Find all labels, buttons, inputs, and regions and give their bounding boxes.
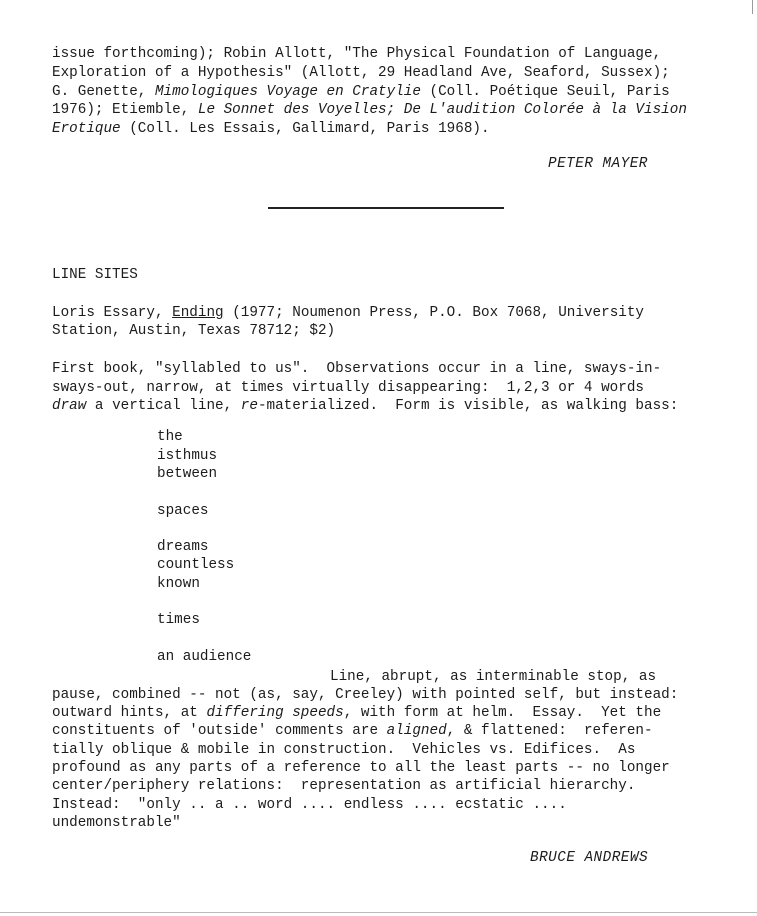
text-segment: , with form at helm. Essay. Yet the [343,705,662,721]
intro-line [52,379,644,397]
italic-text: re [240,398,258,414]
italic-text: draw [52,398,87,414]
body-line [52,814,181,832]
text-segment: Line, abrupt, as interminable stop, as [330,669,657,685]
text-segment: pause, combined -- not (as, say, Creeley) with pointed self, but instead: [52,687,679,703]
review1-line [52,101,687,119]
text-segment: (Coll. Les Essais, Gallimard, Paris 1968). [120,121,490,137]
review1-signature: PETER MAYER [548,156,648,172]
text-segment: undemonstrable" [52,815,181,831]
text-segment: 1976); Etiemble, [52,102,198,118]
poem-line: times [157,612,200,628]
text-segment: First book, "syllabled to us". Observations occur in a line, sways-in- [52,361,662,377]
italic-text: Erotique [52,121,121,137]
text-segment: profound as any parts of a reference to all the least parts -- no longer [52,760,670,776]
body-line [52,741,635,759]
poem-line: countless [157,557,235,573]
body-line [52,777,635,795]
text-segment: sways-out, narrow, at times virtually disappearing: 1,2,3 or 4 words [52,380,644,396]
poem-line: known [157,576,200,592]
text-segment: constituents of 'outside' comments are [52,723,387,739]
section-divider [268,207,504,209]
text-segment: Loris Essary, [52,305,173,321]
body-line [52,704,661,722]
body-line [52,796,567,814]
text-segment: , & flattened: referen- [446,723,653,739]
section-heading: LINE SITES [52,267,138,283]
poem-line: the [157,429,183,445]
poem-line: spaces [157,503,209,519]
italic-text: differing speeds [206,705,344,721]
text-segment: -materialized. Form is visible, as walking bass: [257,398,679,414]
poem-line: an audience [157,649,252,665]
scan-bottom-edge [0,912,757,913]
underlined-title: Ending [172,305,224,321]
text-segment: tially oblique & mobile in construction. Vehicles vs. Edifices. As [52,742,636,758]
intro-line [52,397,678,415]
review2-signature: BRUCE ANDREWS [530,850,649,866]
poem-line: isthmus [157,448,218,464]
text-segment: (1977; Noumenon Press, P.O. Box 7068, University [223,305,645,321]
body-line [52,686,678,704]
review1-line [52,83,670,101]
text-segment: Instead: "only .. a .. word .... endless .... ecstatic .... [52,797,567,813]
text-segment: G. Genette, [52,84,155,100]
italic-text: Mimologiques Voyage en Cratylie [154,84,421,100]
review1-line [52,45,661,63]
citation-line [52,304,644,322]
scan-edge-mark [752,0,753,14]
text-segment: (Coll. Poétique Seuil, Paris [420,84,670,100]
body-line [330,668,656,686]
text-segment: Station, Austin, Texas 78712; $2) [52,323,336,339]
poem-line: between [157,466,218,482]
poem-line: dreams [157,539,209,555]
body-line [52,722,653,740]
intro-line [52,360,661,378]
review1-line [52,64,670,82]
text-segment: issue forthcoming); Robin Allott, "The Physical Foundation of Language, [52,46,662,62]
citation-line [52,322,335,340]
body-line [52,759,670,777]
text-segment: a vertical line, [86,398,241,414]
italic-text: Le Sonnet des Voyelles; De L'audition Colorée à la Vision [197,102,687,118]
review1-line [52,120,490,138]
text-segment: outward hints, at [52,705,207,721]
text-segment: Exploration of a Hypothesis" (Allott, 29 Headland Ave, Seaford, Sussex); [52,65,670,81]
italic-text: aligned [386,723,447,739]
text-segment: center/periphery relations: representation as artificial hierarchy. [52,778,636,794]
